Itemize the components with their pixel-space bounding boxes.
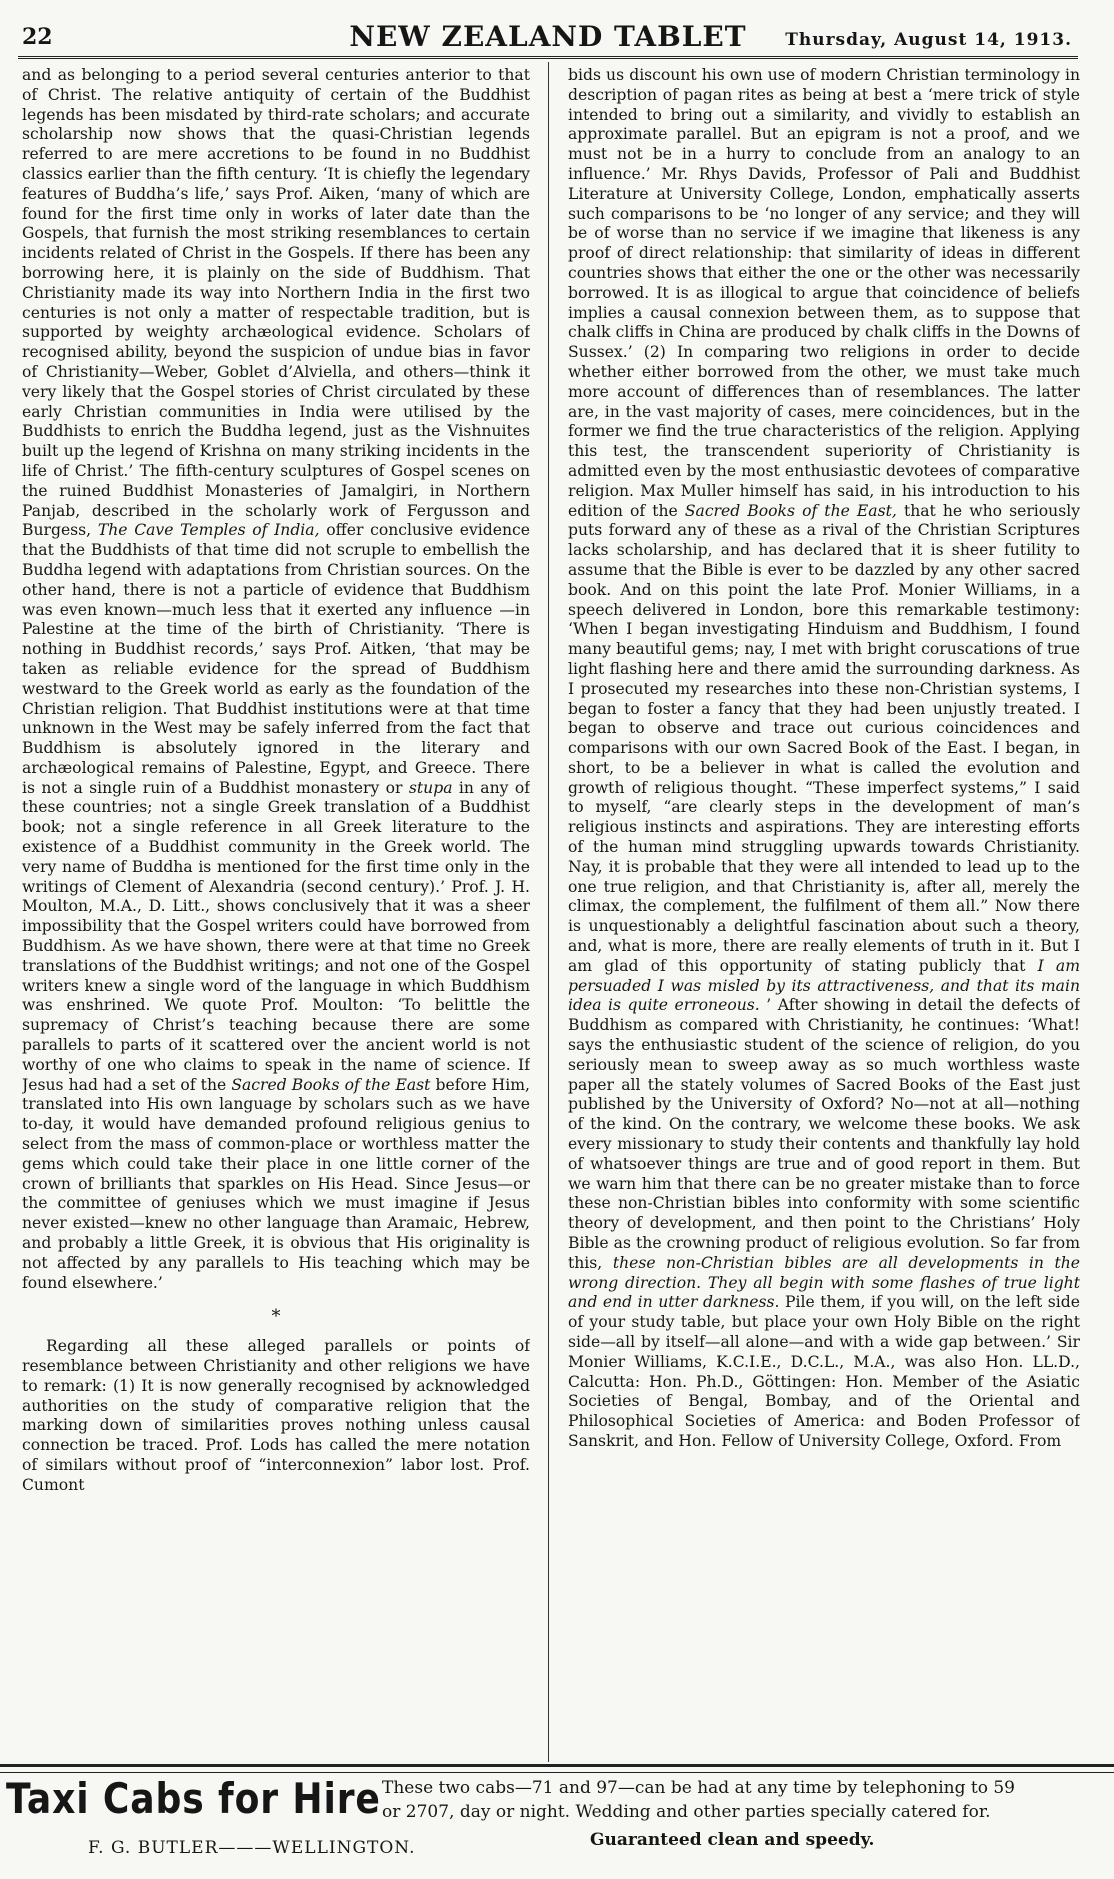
taxi-advertisement bbox=[0, 1774, 1114, 1879]
text-run: offer conclusive evidence that the Buddhists of that time did not scruple to embellish the Buddha legend with adaptations from Christian sources. On the other hand, there is not a particle of evidence that Buddhism was even known—much less that it exerted any influence —in Palestine at the time of the birth of Christianity. ‘There is nothing in Buddhist records,’ says Prof. Aitken, ‘that may be taken as reliable evidence for the spread of Buddhism westward to the Greek world as early as the foundation of the Christian religion. That Buddhist institutions were at that time unknown in the West may be safely inferred from the fact that Buddhism is absolutely ignored in the literary and archæological remains of Palestine, Egypt, and Greece. There is not a single ruin of a Buddhist monastery or bbox=[22, 521, 530, 797]
left-column bbox=[22, 66, 530, 1746]
right-column bbox=[568, 66, 1080, 1746]
book-title: Sacred Books of the East bbox=[231, 1075, 431, 1094]
italic-quote: I am persuaded I was misled by its attractiveness, and that its main idea is quite erroneous. bbox=[568, 956, 1080, 1015]
advert-line-1: These two cabs—71 and 97—can be had at any time by telephoning to 59 bbox=[382, 1778, 1015, 1798]
right-paragraph-1 bbox=[568, 66, 1080, 1452]
book-title: Sacred Books of the East, bbox=[684, 501, 897, 520]
page-header bbox=[18, 18, 1078, 59]
text-run: Pile them, if you will, on the left side of your study table, but place your own Holy Bible on the right side—all by itself—all alone—and with a wide gap between.’ Sir Monier Williams, K.C.I.E., D.C.L., M.A., was also Hon. LL.D., Calcutta: Hon. Ph.D., Göttingen: Hon. Member of the Asiatic Societies of Bengal, Bombay, and of the Oriental and Philosophical Societies of America: and Boden Professor of Sanskrit, and Hon. Fellow of University College, Oxford. From bbox=[568, 1293, 1080, 1450]
text-run: ’ After showing in detail the defects of Buddhism as compared with Christianity, he continues: ‘What! says the enthusiastic student of the science of religion, do you seriously mean to sweep away as so much worthless waste paper all the stately volumes of Sacred Books of the East just published by the University of Oxford? No—not at all—nothing of the kind. On the contrary, we welcome these books. We ask every missionary to study their contents and thankfully lay hold of whatsoever things are true and of good report in them. But we warn him that there can be no greater mistake than to force these non-Christian bibles into conformity with some scientific theory of development, and then point to the Christians’ Holy Bible as the crowning product of religious evolution. So far from this, bbox=[568, 996, 1080, 1272]
book-title: The Cave Temples of India, bbox=[97, 521, 320, 540]
text-run: before Him, translated into His own language by scholars such as we have to-day, it would have demanded profound religious genius to select from the mass of common-place or worthless matter the gems which could take their place in one little corner of the crown of brilliants that sparkles on His Head. Since Jesus—or the committee of geniuses which we must imagine if Jesus never existed—knew no other language than Aramaic, Hebrew, and probably a little Greek, it is obvious that His originality is not affected by any parallels to His teaching which may be found elsewhere.’ bbox=[22, 1075, 530, 1292]
advert-proprietor: F. G. BUTLER———WELLINGTON. bbox=[88, 1838, 416, 1858]
italic-term: stupa bbox=[408, 778, 453, 797]
text-run: in any of these countries; not a single Greek translation of a Buddhist book; not a single reference in all Greek literature to the existence of a Buddhist community in the Greek world. The very name of Buddha is mentioned for the first time only in the writings of Clement of Alexandria (second century).’ Prof. J. H. Moulton, M.A., D. Litt., shows conclusively that it was a sheer impossibility that the Gospel writers could have borrowed from Buddhism. As we have shown, there were at that time no Greek translations of the Buddhist writings; and not one of the Gospel writers knew a single word of the language in which Buddhism was enshrined. We quote Prof. Moulton: ‘To belittle the supremacy of Christ’s teaching because there are some parallels to parts of it scattered over the ancient world is not worthy of one who claims to speak in the name of science. If Jesus had had a set of the bbox=[22, 778, 530, 1094]
advert-line-2: or 2707, day or night. Wedding and other parties specially catered for. bbox=[382, 1802, 991, 1822]
advert-divider bbox=[0, 1764, 1114, 1773]
page-number: 22 bbox=[22, 24, 53, 50]
left-paragraph-1 bbox=[22, 66, 530, 1293]
text-run: that he who seriously puts forward any of these as a rival of the Christian Scriptures lacks scholarship, and has declared that it is sheer futility to assume that the Bible is ever to be dazzled by any other sacred book. And on this point the late Prof. Monier Williams, in a speech delivered in London, bore this remarkable testimony: ‘When I began investigating Hinduism and Buddhism, I found many beautiful gems; nay, I met with bright coruscations of true light flashing here and there amid the surrounding darkness. As I prosecuted my researches into these non-Christian systems, I began to foster a fancy that they had been unjustly treated. I began to observe and trace out curious coincidences and comparisons with our own Sacred Book of the East. I began, in short, to be a believer in what is called the evolution and growth of religious thought. “These imperfect systems,” I said to myself, “are clearly steps in the development of man’s religious instincts and aspirations. They are interesting efforts of the human mind struggling upwards towards Christianity. Nay, it is probable that they were all intended to lead up to the one true religion, and that Christianity is, after all, merely the climax, the complement, the fulfilment of them all.” Now there is unquestionably a delightful fascination about such a theory, and, what is more, there are really elements of truth in it. But I am glad of this opportunity of stating publicly that bbox=[568, 501, 1080, 975]
advert-headline: Taxi Cabs for Hire bbox=[6, 1774, 381, 1823]
italic-quote: these non-Christian bibles are all developments in the wrong direction. They all begin with some flashes of true light and end in utter darkness. bbox=[568, 1253, 1080, 1312]
advert-line-3: Guaranteed clean and speedy. bbox=[590, 1830, 875, 1850]
issue-date: Thursday, August 14, 1913. bbox=[785, 30, 1072, 50]
left-paragraph-2: Regarding all these alleged parallels or points of resemblance between Christianity and other religions we have to remark: (1) It is now generally recognised by acknowledged authorities on the study of comparative religion that the marking down of similarities proves nothing unless causal connection be traced. Prof. Lods has called the mere notation of similars without proof of “interconnexion” labor lost. Prof. Cumont bbox=[22, 1337, 530, 1494]
text-run: bids us discount his own use of modern Christian terminology in description of pagan rites as being at best a ‘mere trick of style intended to bring out a similarity, and vividly to establish an approximate parallel. But an epigram is not a proof, and we must not be in a hurry to conclude from an analogy to an influence.’ Mr. Rhys Davids, Professor of Pali and Buddhist Literature at University College, London, emphatically asserts such comparisons to be ‘no longer of any service; and they will be of worse than no service if we imagine that likeness is any proof of direct relationship: that similarity of ideas in different countries shows that either the one or the other was necessarily borrowed. It is as illogical to argue that coincidence of beliefs implies a causal connexion between them, as to suppose that chalk cliffs in China are produced by chalk cliffs in the Downs of Sussex.’ (2) In comparing two religions in order to decide whether either borrowed from the other, we must take much more account of differences than of resemblances. The latter are, in the vast majority of cases, mere coincidences, but in the former we find the true characteristics of the religion. Applying this test, the transcendent superiority of Christianity is admitted even by the most enthusiastic devotees of comparative religion. Max Muller himself has said, in his introduction to his edition of the bbox=[568, 66, 1080, 520]
text-run: and as belonging to a period several centuries anterior to that of Christ. The relative antiquity of certain of the Buddhist legends has been misdated by third-rate scholars; and accurate scholarship now shows that the quasi-Christian legends referred to are mere accretions to be found in no Buddhist classics earlier than the fifth century. ‘It is chiefly the legendary features of Buddha’s life,’ says Prof. Aiken, ‘many of which are found for the first time only in works of later date than the Gospels, that furnish the most striking resemblances to certain incidents related of Christ in the Gospels. If there has been any borrowing here, it is plainly on the side of Buddhism. That Christianity made its way into Northern India in the first two centuries is not only a matter of respectable tradition, but is supported by weighty archæological evidence. Scholars of recognised ability, beyond the suspicion of undue bias in favor of Christianity—Weber, Goblet d’Alviella, and others—think it very likely that the Gospel stories of Christ circulated by these early Christian communities in India were utilised by the Buddhists to enrich the Buddha legend, just as the Vishnuites built up the legend of Krishna on many striking incidents in the life of Christ.’ The fifth-century sculptures of Gospel scenes on the ruined Buddhist Monasteries of Jamalgiri, in Northern Panjab, described in the scholarly work of Fergusson and Burgess, bbox=[22, 66, 530, 540]
masthead-title: NEW ZEALAND TABLET bbox=[349, 20, 747, 53]
section-ornament: * bbox=[271, 1306, 281, 1328]
column-divider bbox=[548, 62, 549, 1762]
